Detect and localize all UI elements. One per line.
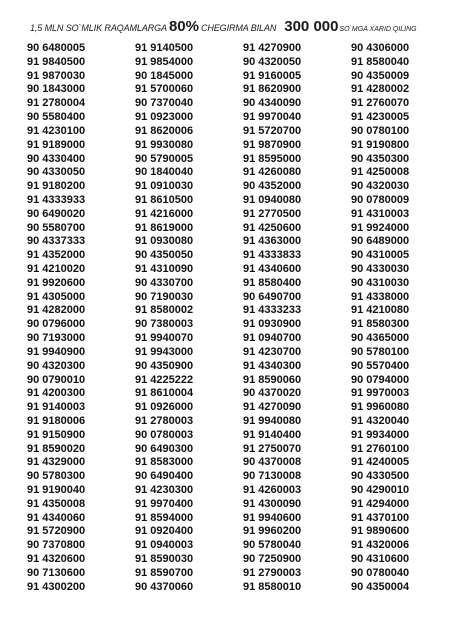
phone-number: 91 4340060 — [27, 511, 86, 524]
phone-number: 90 5580400 — [27, 111, 86, 124]
phone-number: 90 7130600 — [27, 566, 86, 579]
phone-number: 90 4320030 — [351, 180, 410, 193]
phone-number: 91 0920400 — [135, 525, 194, 538]
phone-number: 90 4310030 — [351, 276, 410, 289]
phone-number: 91 8580010 — [243, 580, 302, 593]
phone-number: 91 4210020 — [27, 263, 86, 275]
phone-number: 90 4320300 — [27, 359, 86, 372]
phone-number: 91 4282000 — [27, 304, 86, 317]
phone-number: 90 0790010 — [27, 373, 86, 386]
phone-number: 90 4310005 — [351, 249, 410, 262]
phone-number: 91 2780003 — [135, 414, 194, 427]
phone-number: 90 4340090 — [243, 97, 302, 110]
phone-number: 91 9150900 — [27, 428, 86, 441]
phone-number: 91 4250600 — [243, 221, 302, 234]
phone-number: 90 4320050 — [243, 55, 302, 68]
phone-number: 90 7380003 — [135, 318, 194, 331]
phone-number: 91 4216000 — [135, 207, 194, 220]
header-discount-percent: 80% — [168, 18, 199, 35]
phone-number: 91 9960080 — [351, 401, 410, 414]
phone-number: 91 9930080 — [135, 138, 194, 151]
phone-number: 91 4310003 — [351, 207, 410, 220]
phone-number: 90 0796000 — [27, 318, 86, 331]
phone-number: 91 9924000 — [351, 221, 410, 234]
phone-number: 91 2760070 — [351, 97, 410, 110]
phone-number: 90 4370020 — [243, 387, 302, 400]
phone-number: 91 5720900 — [27, 525, 86, 538]
phone-number: 91 9870030 — [27, 69, 86, 82]
phone-number: 91 8590700 — [135, 566, 194, 579]
phone-number: 91 4240005 — [351, 456, 410, 469]
phone-number: 90 4310600 — [351, 553, 410, 566]
phone-number: 91 8590030 — [135, 553, 194, 566]
phone-number: 90 5780040 — [243, 539, 302, 552]
phone-number: 91 8610004 — [135, 387, 194, 400]
phone-number: 90 1845000 — [135, 69, 194, 82]
phone-number: 91 0940700 — [243, 332, 302, 345]
phone-number: 91 9940900 — [27, 345, 86, 358]
phone-number: 91 9970003 — [351, 387, 410, 400]
phone-number: 91 9970400 — [135, 497, 194, 510]
phone-number: 90 4370060 — [135, 580, 194, 593]
phone-number: 91 9870900 — [243, 138, 302, 151]
phone-number: 91 8619000 — [135, 221, 194, 234]
phone-number: 91 4338000 — [351, 290, 410, 303]
phone-number: 91 4333833 — [243, 249, 302, 262]
phone-number: 91 4250008 — [351, 166, 410, 179]
phone-number: 90 4370008 — [243, 456, 302, 469]
phone-number: 91 4333933 — [27, 193, 86, 206]
phone-number: 91 0940003 — [135, 539, 194, 552]
phone-number: 91 4370100 — [351, 511, 410, 524]
phone-number: 91 4329000 — [27, 456, 86, 469]
phone-number: 91 5700060 — [135, 83, 194, 96]
phone-number: 91 4320040 — [351, 414, 410, 427]
phone-number: 91 8610500 — [135, 193, 194, 206]
phone-number: 91 8580300 — [351, 318, 410, 331]
phone-number: 90 5780100 — [351, 345, 410, 358]
phone-number: 90 5580700 — [27, 221, 86, 234]
phone-number: 90 7370040 — [135, 97, 194, 110]
phone-number: 91 4230700 — [243, 345, 302, 358]
phone-number: 91 8620006 — [135, 124, 194, 137]
phone-number: 91 8583000 — [135, 456, 194, 469]
phone-number: 90 1840040 — [135, 166, 194, 179]
phone-number: 91 4333233 — [243, 304, 302, 317]
phone-number: 90 4330400 — [27, 152, 86, 165]
phone-number: 90 4337333 — [27, 235, 86, 248]
phone-number: 90 4330500 — [351, 470, 410, 483]
phone-number: 90 0780009 — [351, 193, 410, 206]
phone-number: 90 5790005 — [135, 152, 194, 165]
phone-number: 91 9920600 — [27, 276, 86, 289]
phone-number: 91 4320600 — [27, 553, 86, 566]
phone-number: 91 8594000 — [135, 511, 194, 524]
phone-number: 91 4230300 — [135, 484, 194, 496]
phone-number: 91 8590060 — [243, 373, 302, 386]
phone-number: 91 9190040 — [27, 484, 86, 496]
phone-number: 90 0794000 — [351, 373, 410, 386]
phone-number: 90 7193000 — [27, 332, 86, 345]
phone-number: 90 4350004 — [351, 580, 410, 593]
phone-number: 91 4350008 — [27, 497, 86, 510]
phone-number: 91 8580002 — [135, 304, 194, 317]
phone-number: 91 9943000 — [135, 345, 194, 358]
phone-number: 91 2750070 — [243, 442, 302, 455]
phone-number: 91 4230100 — [27, 124, 86, 137]
phone-number: 91 4320006 — [351, 539, 410, 552]
phone-number: 90 4330030 — [351, 263, 410, 275]
phone-number: 91 0923000 — [135, 111, 194, 124]
phone-number: 91 9970040 — [243, 111, 302, 124]
phone-number: 91 4300200 — [27, 580, 86, 593]
phone-number: 90 6490300 — [135, 442, 194, 455]
phone-number-grid — [27, 42, 450, 595]
phone-number: 91 4200300 — [27, 387, 86, 400]
phone-number: 90 4352000 — [243, 180, 302, 193]
phone-number: 90 6480005 — [27, 42, 86, 54]
phone-number: 90 0780003 — [135, 428, 194, 441]
phone-number: 91 8590020 — [27, 442, 86, 455]
phone-number: 91 0910030 — [135, 180, 194, 193]
phone-number: 90 7190030 — [135, 290, 194, 303]
phone-number: 90 7130008 — [243, 470, 302, 483]
phone-number: 90 0780100 — [351, 124, 410, 137]
phone-number: 91 4294000 — [351, 497, 410, 510]
phone-number: 91 2770500 — [243, 207, 302, 220]
phone-number: 91 0930080 — [135, 235, 194, 248]
phone-number: 91 4352000 — [27, 249, 86, 262]
phone-number: 91 0926000 — [135, 401, 194, 414]
header-text-prefix: 1,5 MLN SO`MLIK RAQAMLARGA — [30, 23, 167, 33]
phone-number: 91 4340300 — [243, 359, 302, 372]
phone-number: 91 9180006 — [27, 414, 86, 427]
phone-number: 91 9140500 — [135, 42, 194, 54]
phone-number: 90 6489000 — [351, 235, 410, 248]
phone-number: 91 9960200 — [243, 525, 302, 538]
phone-number: 91 4280002 — [351, 83, 410, 96]
phone-number: 91 9940600 — [243, 511, 302, 524]
phone-number: 90 4330700 — [135, 276, 194, 289]
phone-number: 91 9940080 — [243, 414, 302, 427]
phone-number: 90 6490400 — [135, 470, 194, 483]
phone-number: 91 8580040 — [351, 55, 410, 68]
phone-number: 91 0930900 — [243, 318, 302, 331]
phone-number: 91 4225222 — [135, 373, 194, 386]
phone-number: 90 4365000 — [351, 332, 410, 345]
phone-number: 91 9890600 — [351, 525, 410, 538]
phone-number: 91 5720700 — [243, 124, 302, 137]
phone-number: 90 4350009 — [351, 69, 410, 82]
phone-number: 91 4305000 — [27, 290, 86, 303]
phone-number: 90 1843000 — [27, 83, 86, 96]
phone-number: 91 9854000 — [135, 55, 194, 68]
phone-number: 91 4230005 — [351, 111, 410, 124]
phone-number: 91 4270900 — [243, 42, 302, 54]
phone-number: 90 7370800 — [27, 539, 86, 552]
phone-number: 91 9140003 — [27, 401, 86, 414]
phone-number: 90 5570400 — [351, 359, 410, 372]
phone-number: 91 4300090 — [243, 497, 302, 510]
phone-number: 90 4330050 — [27, 166, 86, 179]
phone-number: 91 9940070 — [135, 332, 194, 345]
phone-number: 91 8580400 — [243, 276, 302, 289]
header-price: 300 000 — [284, 18, 339, 35]
phone-number: 90 7250900 — [243, 553, 302, 566]
phone-number: 91 4363000 — [243, 235, 302, 248]
phone-number: 91 9160005 — [243, 69, 302, 82]
phone-number: 91 4210080 — [351, 304, 410, 317]
phone-number: 91 2790003 — [243, 566, 302, 579]
phone-number: 91 0940080 — [243, 193, 302, 206]
phone-number: 90 4350900 — [135, 359, 194, 372]
phone-number: 90 4306000 — [351, 42, 410, 54]
header-text-middle: CHEGIRMA BILAN — [200, 23, 277, 33]
phone-number: 91 9140400 — [243, 428, 302, 441]
phone-number: 90 5780300 — [27, 470, 86, 483]
phone-number: 90 4290010 — [351, 484, 410, 496]
phone-number: 91 9189000 — [27, 138, 86, 151]
phone-number: 91 8595000 — [243, 152, 302, 165]
page-header — [0, 18, 450, 38]
phone-number: 91 9840500 — [27, 55, 86, 68]
phone-number: 90 4350300 — [351, 152, 410, 165]
phone-number: 91 9934000 — [351, 428, 410, 441]
phone-number: 90 4350050 — [135, 249, 194, 262]
phone-number: 91 9180200 — [27, 180, 86, 193]
phone-number: 91 4310090 — [135, 263, 194, 275]
phone-number: 91 4260003 — [243, 484, 302, 496]
phone-number: 90 0780040 — [351, 566, 410, 579]
phone-number: 91 4270090 — [243, 401, 302, 414]
phone-number: 90 6490020 — [27, 207, 86, 220]
phone-number: 91 9190800 — [351, 138, 410, 151]
phone-number: 91 8620900 — [243, 83, 302, 96]
phone-number: 91 2780004 — [27, 97, 86, 110]
phone-number: 90 6490700 — [243, 290, 302, 303]
phone-number: 91 2760100 — [351, 442, 410, 455]
header-text-suffix: SO`MGA XARID QILING — [339, 26, 417, 33]
phone-number: 91 4260080 — [243, 166, 302, 179]
phone-number: 91 4340600 — [243, 263, 302, 275]
